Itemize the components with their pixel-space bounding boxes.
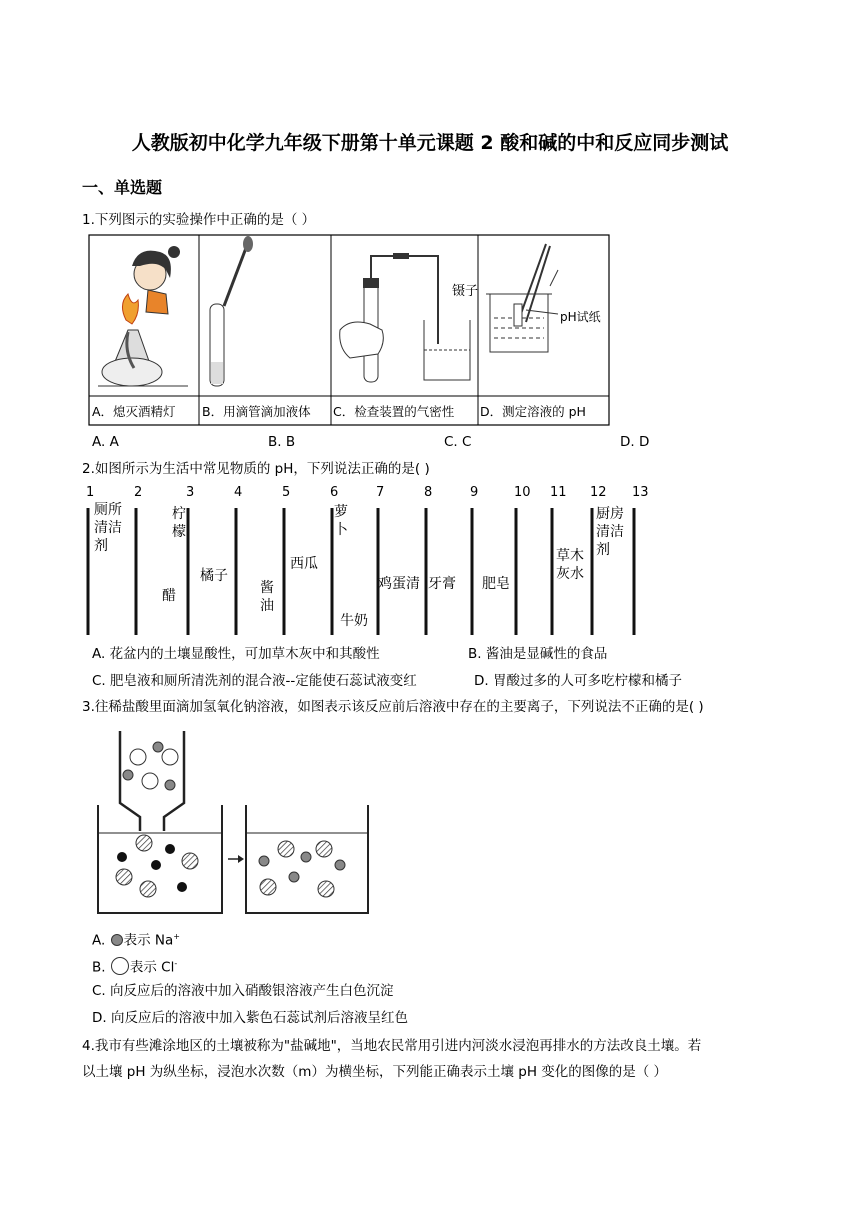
- ph-test-illustration: [486, 244, 558, 352]
- q1-cell-b-label: B．用滴管滴加液体: [202, 404, 311, 419]
- ph-scale-number: 4: [234, 485, 243, 500]
- ph-item-label: 牛奶: [340, 613, 368, 629]
- q3-option-b-text: 表示 Cl: [129, 959, 175, 976]
- ion-reaction-figure: [92, 725, 372, 920]
- question-2-stem: 2.如图所示为生活中常见物质的 pH，下列说法正确的是( ): [82, 461, 430, 477]
- ph-scale-number: 5: [282, 485, 291, 500]
- q1-option-d: D. D: [620, 434, 650, 450]
- ph-scale-number: 9: [470, 485, 479, 500]
- ph-item-label: 厨房清洁剂: [596, 506, 624, 558]
- ph-item-label: 橘子: [200, 568, 228, 584]
- q3-option-d: D. 向反应后的溶液中加入紫色石蕊试剂后溶液呈红色: [92, 1010, 408, 1026]
- q3-option-b-sup: -: [174, 959, 178, 968]
- white-ion-icon: [110, 956, 130, 976]
- question-3-stem: 3.往稀盐酸里面滴加氢氧化钠溶液，如图表示该反应前后溶液中存在的主要离子，下列说法不正确的是( ): [82, 699, 704, 715]
- q2-option-b: B. 酱油是显碱性的食品: [468, 646, 608, 662]
- q1-cell-a-label: A．熄灭酒精灯: [92, 404, 176, 419]
- ph-scale-number: 10: [514, 485, 531, 500]
- ph-item-label: 酱油: [260, 580, 274, 614]
- ph-scale-number: 7: [376, 485, 385, 500]
- q1-option-a: A. A: [92, 434, 119, 450]
- q2-option-a: A. 花盆内的土壤显酸性，可加草木灰中和其酸性: [92, 646, 380, 662]
- ph-scale-number: 2: [134, 485, 143, 500]
- q3-option-a-text: 表示 Na: [123, 932, 174, 949]
- ph-paper-label: pH试纸: [560, 310, 601, 324]
- ph-scale-number: 12: [590, 485, 607, 500]
- dropper-illustration: [210, 236, 253, 386]
- q3-option-b-prefix: B.: [92, 959, 106, 976]
- page-title: 人教版初中化学九年级下册第十单元课题 2 酸和碱的中和反应同步测试: [131, 132, 729, 154]
- section-heading: 一、单选题: [82, 178, 163, 197]
- ph-item-label: 萝卜: [334, 504, 348, 538]
- q3-option-b: [92, 955, 177, 977]
- airtightness-illustration: [340, 253, 470, 382]
- q2-option-d: D. 胃酸过多的人可多吃柠檬和橘子: [474, 673, 682, 689]
- tweezers-label: 镊子: [452, 284, 479, 299]
- blowing-lamp-illustration: [98, 246, 188, 386]
- ph-item-label: 草木灰水: [556, 548, 584, 582]
- ph-item-label: 柠檬: [172, 506, 186, 540]
- ph-scale-number: 3: [186, 485, 195, 500]
- ph-item-label: 厕所清洁剂: [94, 502, 122, 554]
- question-4-stem-line1: 4.我市有些滩涂地区的土壤被称为"盐碱地"，当地农民常用引进内河淡水浸泡再排水的方法改良土壤。若: [82, 1038, 702, 1054]
- q1-cell-c-label: C．检查装置的气密性: [333, 404, 455, 419]
- ph-scale-number: 13: [632, 485, 649, 500]
- q1-option-b: B. B: [268, 434, 296, 450]
- ph-item-label: 牙膏: [428, 576, 456, 592]
- q1-figure-table: [88, 234, 612, 426]
- ph-item-label: 醋: [162, 588, 176, 604]
- q3-option-a-prefix: A.: [92, 932, 106, 949]
- ph-scale-number: 11: [550, 485, 567, 500]
- question-1-stem: 1.下列图示的实验操作中正确的是（ ）: [82, 212, 316, 228]
- q1-cell-d-label: D．测定溶液的 pH: [480, 404, 586, 419]
- gray-ion-icon: [110, 933, 124, 947]
- q3-option-c: C. 向反应后的溶液中加入硝酸银溶液产生白色沉淀: [92, 983, 394, 999]
- q1-option-c: C. C: [444, 434, 472, 450]
- ph-scale-number: 1: [86, 485, 95, 500]
- q2-option-c: C. 肥皂液和厕所清洗剂的混合液--定能使石蕊试液变红: [92, 673, 417, 689]
- ph-item-label: 肥皂: [482, 576, 510, 592]
- ph-scale-number: 8: [424, 485, 433, 500]
- ph-scale-figure: [78, 480, 658, 640]
- ph-scale-number: 6: [330, 485, 339, 500]
- ph-item-label: 西瓜: [290, 556, 318, 572]
- q3-option-a-sup: +: [173, 932, 180, 941]
- q3-option-a: [92, 928, 180, 950]
- ph-item-label: 鸡蛋清: [378, 576, 420, 592]
- question-4-stem-line2: 以土壤 pH 为纵坐标，浸泡水次数（m）为横坐标，下列能正确表示土壤 pH 变化的图像的是（ ）: [82, 1064, 668, 1080]
